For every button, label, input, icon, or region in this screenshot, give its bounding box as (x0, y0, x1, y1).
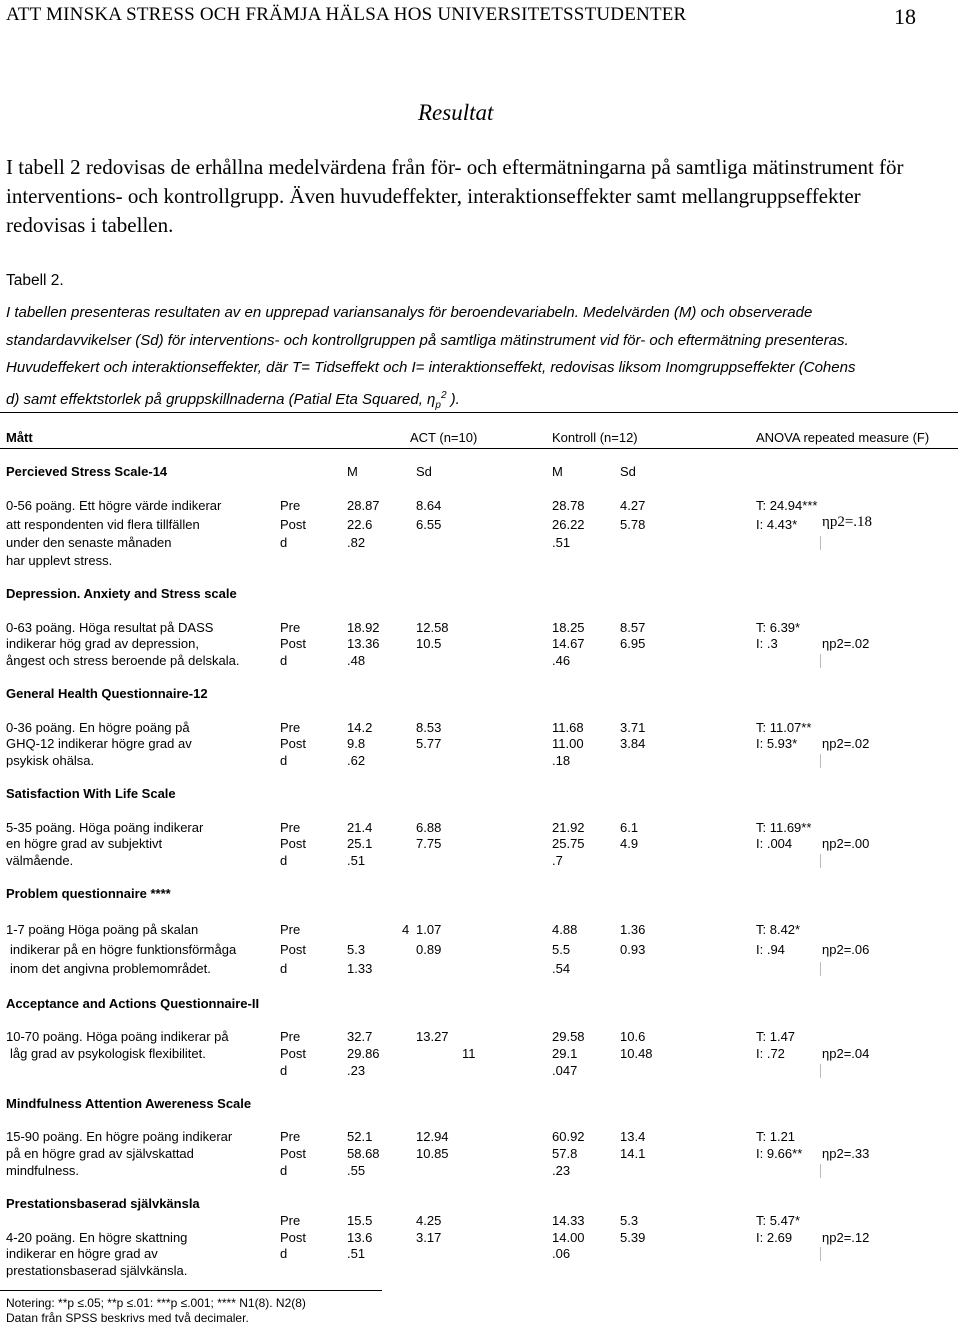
control-sd: 5.78 (620, 517, 646, 532)
eta-squared: ηp2=.33 (822, 1146, 870, 1161)
intro-paragraph: I tabell 2 redovisas de erhållna medelvärdena från för- och eftermätningarna på samtliga mätinstrument för interventions- och kontrollgrupp. Även huvudeffekter, interaktionseffekter samt mellangruppseffekter redovisas i tabellen. (6, 155, 904, 237)
act-mean: .48 (347, 653, 366, 668)
section-description: inom det angivna problemområdet. (10, 961, 211, 976)
control-sd: 4.9 (620, 836, 639, 851)
control-sd: 14.1 (620, 1146, 646, 1161)
anova-value: I: 2.69 (756, 1230, 793, 1245)
control-sd: 3.71 (620, 720, 646, 735)
row-label: d (280, 853, 288, 868)
control-sd: 5.3 (620, 1213, 639, 1228)
caption-line: standardavvikelser (Sd) för interventions- och kontrollgruppen på samtliga mätinstrument vid för- och eftermätning presenteras. (6, 331, 849, 349)
row-label: Post (280, 1046, 307, 1061)
control-mean: .46 (552, 653, 571, 668)
section-heading: Resultat (418, 100, 494, 125)
control-sd: 13.4 (620, 1129, 646, 1144)
anova-value: T: 1.21 (756, 1129, 796, 1144)
act-mean: 18.92 (347, 620, 380, 635)
anova-value: I: .3 (756, 636, 778, 651)
act-sd: 8.53 (416, 720, 442, 735)
act-mean: 28.87 (347, 498, 380, 513)
act-mean: .51 (347, 853, 366, 868)
control-mean: 14.33 (552, 1213, 585, 1228)
row-label: Post (280, 942, 307, 957)
section-description: har upplevt stress. (6, 553, 113, 568)
act-mean: 29.86 (347, 1046, 380, 1061)
section-description: ångest och stress beroende på delskala. (6, 653, 240, 668)
act-sd: 10.5 (416, 636, 442, 651)
section-title: Satisfaction With Life Scale (6, 786, 176, 801)
act-sd: 10.85 (416, 1146, 449, 1161)
anova-value: T: 5.47* (756, 1213, 801, 1228)
row-label: Post (280, 836, 307, 851)
section-title: Depression. Anxiety and Stress scale (6, 586, 237, 601)
control-mean: 29.1 (552, 1046, 578, 1061)
act-sd: 3.17 (416, 1230, 442, 1245)
section-description: indikerar en högre grad av (6, 1246, 158, 1261)
section-description: 15-90 poäng. En högre poäng indikerar (6, 1129, 233, 1144)
caption-line: I tabellen presenteras resultaten av en upprepad variansanalys för beroendevariabeln. Medelvärden (M) och observerade (6, 304, 813, 321)
eta-squared: ηp2=.12 (822, 1230, 870, 1245)
row-label: Post (280, 517, 307, 532)
act-sd: 8.64 (416, 498, 442, 513)
anova-value: T: 11.69** (756, 820, 812, 835)
control-mean: 14.67 (552, 636, 585, 651)
control-mean: 11.68 (552, 720, 584, 735)
section-description: indikerar på en högre funktionsförmåga (10, 942, 237, 957)
control-mean: 60.92 (552, 1129, 585, 1144)
section-description: 0-36 poäng. En högre poäng på (6, 720, 190, 735)
anova-value: I: 9.66** (756, 1146, 803, 1161)
control-sd: 1.36 (620, 922, 646, 937)
act-mean: .51 (347, 1246, 366, 1261)
section-title: Percieved Stress Scale-14 (6, 464, 168, 479)
caption-text-end: ). (446, 390, 460, 408)
act-mean: 25.1 (347, 836, 373, 851)
cell-border-mark (820, 1164, 821, 1178)
act-mean: .23 (347, 1063, 366, 1078)
section-description: 0-56 poäng. Ett högre värde indikerar (6, 498, 222, 513)
eta-subscript: p (435, 399, 441, 411)
act-sd: 12.58 (416, 620, 449, 635)
anova-value: T: 8.42* (756, 922, 801, 937)
act-sd: 12.94 (416, 1129, 449, 1144)
eta-squared: ηp2=.02 (822, 736, 870, 751)
section-description: 1-7 poäng Höga poäng på skalan (6, 922, 199, 937)
control-mean: .23 (552, 1163, 571, 1178)
header-measure: Mått (6, 430, 33, 445)
anova-value: I: 5.93* (756, 736, 798, 751)
row-label: Pre (280, 1029, 301, 1044)
row-label: d (280, 653, 288, 668)
note-line: Datan från SPSS beskrivs med två decimaler. (6, 1311, 249, 1325)
cell-border-mark (820, 962, 821, 976)
row-label: Post (280, 1146, 307, 1161)
section-title: Problem questionnaire **** (6, 886, 171, 901)
act-mean: 1.33 (347, 961, 373, 976)
act-mean: 4 (402, 922, 410, 937)
control-mean: .06 (552, 1246, 571, 1261)
cell-border-mark (820, 1247, 821, 1261)
table-bottom-rule (0, 1290, 382, 1291)
row-label: Pre (280, 720, 301, 735)
header-control: Kontroll (n=12) (552, 430, 638, 445)
row-label: Pre (280, 820, 301, 835)
anova-value: I: .004 (756, 836, 793, 851)
anova-value: I: .72 (756, 1046, 785, 1061)
eta-superscript: 2 (440, 389, 447, 401)
act-sd: 4.25 (416, 1213, 442, 1228)
control-mean: 25.75 (552, 836, 585, 851)
row-label: Pre (280, 1129, 301, 1144)
control-mean: 21.92 (552, 820, 585, 835)
control-sd: 5.39 (620, 1230, 646, 1245)
table-label: Tabell 2. (6, 272, 64, 289)
row-label: Post (280, 636, 307, 651)
control-mean: .7 (552, 853, 563, 868)
section-description: att respondenten vid flera tillfällen (6, 517, 200, 532)
caption-text: d) samt effektstorlek på gruppskillnaderna (Patial Eta Squared, η (6, 390, 436, 408)
header-act: ACT (n=10) (410, 430, 478, 445)
control-mean: .047 (552, 1063, 578, 1078)
act-mean: .55 (347, 1163, 366, 1178)
cell-border-mark (820, 754, 821, 768)
row-label: Pre (280, 498, 301, 513)
anova-value: T: 11.07** (756, 720, 812, 735)
section-title: General Health Questionnaire-12 (6, 686, 208, 701)
control-sd: 10.6 (620, 1029, 646, 1044)
cell-border-mark (820, 854, 821, 868)
anova-value: T: 6.39* (756, 620, 801, 635)
table-notes (6, 1296, 306, 1326)
act-mean: 21.4 (347, 820, 373, 835)
act-mean: 52.1 (347, 1129, 373, 1144)
control-sd: 0.93 (620, 942, 646, 957)
caption-line-last (6, 382, 956, 420)
section-title: Acceptance and Actions Questionnaire-II (6, 996, 260, 1011)
eta-squared: ηp2=.18 (822, 514, 873, 530)
act-sd: 11 (462, 1046, 476, 1061)
act-sd: 5.77 (416, 736, 442, 751)
act-mean: 5.3 (347, 942, 366, 957)
act-sd: 6.88 (416, 820, 442, 835)
table-top-rule (0, 412, 958, 413)
header-rule (0, 448, 958, 449)
eta-squared: ηp2=.04 (822, 1046, 870, 1061)
section-description: välmående. (6, 853, 74, 868)
cell-border-mark (820, 654, 821, 668)
section-description: 10-70 poäng. Höga poäng indikerar på (6, 1029, 229, 1044)
row-label: d (280, 753, 288, 768)
control-mean: 29.58 (552, 1029, 585, 1044)
act-mean: .62 (347, 753, 366, 768)
caption-line: Huvudeffekert och interaktionseffekter, där T= Tidseffekt och I= interaktionseffekt, redovisas liksom Inomgruppseffekter (Cohens (6, 359, 856, 376)
control-sd: 6.95 (620, 636, 646, 651)
cell-border-mark (820, 1064, 821, 1078)
row-label: Post (280, 1230, 307, 1245)
header-anova: ANOVA repeated measure (F) (756, 430, 930, 445)
control-mean: 4.88 (552, 922, 578, 937)
section-description: indikerar hög grad av depression, (6, 636, 199, 651)
act-sd: 13.27 (416, 1029, 449, 1044)
act-mean: 58.68 (347, 1146, 380, 1161)
control-sd: 4.27 (620, 498, 646, 513)
section-description: 5-35 poäng. Höga poäng indikerar (6, 820, 204, 835)
control-sd: 8.57 (620, 620, 646, 635)
eta-squared: ηp2=.06 (822, 942, 870, 957)
section-description: mindfulness. (6, 1163, 79, 1178)
row-label: Pre (280, 620, 301, 635)
row-label: d (280, 1063, 288, 1078)
running-head: ATT MINSKA STRESS OCH FRÄMJA HÄLSA HOS UNIVERSITETSSTUDENTER (6, 4, 687, 25)
act-sd: 7.75 (416, 836, 442, 851)
section-description: 0-63 poäng. Höga resultat på DASS (6, 620, 214, 635)
section-description: låg grad av psykologisk flexibilitet. (10, 1046, 206, 1061)
control-mean: .18 (552, 753, 571, 768)
page-number: 18 (894, 4, 916, 29)
section-description: under den senaste månaden (6, 535, 172, 550)
anova-value: I: .94 (756, 942, 785, 957)
section-title: Prestationsbaserad självkänsla (6, 1196, 200, 1211)
eta-squared: ηp2=.00 (822, 836, 870, 851)
section-description: en högre grad av subjektivt (6, 836, 163, 851)
eta-squared: ηp2=.02 (822, 636, 870, 651)
cell-border-mark (820, 536, 821, 550)
row-label: d (280, 1246, 288, 1261)
control-mean: 18.25 (552, 620, 585, 635)
section-description: 4-20 poäng. En högre skattning (6, 1230, 188, 1245)
anova-value: I: 4.43* (756, 517, 798, 532)
control-mean: 5.5 (552, 942, 571, 957)
row-label: d (280, 535, 288, 550)
anova-value: T: 1.47 (756, 1029, 796, 1044)
act-sd: 6.55 (416, 517, 442, 532)
row-label: d (280, 1163, 288, 1178)
act-sd: 1.07 (416, 922, 442, 937)
column-subheader: Sd (620, 464, 636, 479)
act-mean: .82 (347, 535, 366, 550)
act-mean: 15.5 (347, 1213, 373, 1228)
row-label: Pre (280, 922, 301, 937)
control-mean: .54 (552, 961, 571, 976)
section-description: psykisk ohälsa. (6, 753, 95, 768)
control-sd: 3.84 (620, 736, 646, 751)
anova-value: T: 24.94*** (756, 498, 818, 513)
control-mean: 26.22 (552, 517, 585, 532)
note-line: Notering: **p ≤.05; **p ≤.01: ***p ≤.001; **** N1(8). N2(8) (6, 1296, 306, 1310)
control-mean: .51 (552, 535, 571, 550)
act-mean: 22.6 (347, 517, 373, 532)
act-mean: 13.6 (347, 1230, 373, 1245)
section-description: på en högre grad av självskattad (6, 1146, 194, 1161)
row-label: d (280, 961, 288, 976)
column-subheader: M (552, 464, 563, 479)
row-label: Post (280, 736, 307, 751)
control-mean: 14.00 (552, 1230, 585, 1245)
control-sd: 6.1 (620, 820, 639, 835)
act-mean: 32.7 (347, 1029, 373, 1044)
control-mean: 11.00 (552, 736, 584, 751)
column-subheader: M (347, 464, 358, 479)
control-mean: 28.78 (552, 498, 585, 513)
act-mean: 14.2 (347, 720, 373, 735)
row-label: Pre (280, 1213, 301, 1228)
section-description: prestationsbaserad självkänsla. (6, 1263, 188, 1278)
act-sd: 0.89 (416, 942, 442, 957)
control-sd: 10.48 (620, 1046, 653, 1061)
column-subheader: Sd (416, 464, 432, 479)
section-title: Mindfulness Attention Awereness Scale (6, 1096, 252, 1111)
control-mean: 57.8 (552, 1146, 578, 1161)
section-description: GHQ-12 indikerar högre grad av (6, 736, 192, 751)
act-mean: 13.36 (347, 636, 380, 651)
act-mean: 9.8 (347, 736, 366, 751)
table-caption (6, 299, 956, 419)
